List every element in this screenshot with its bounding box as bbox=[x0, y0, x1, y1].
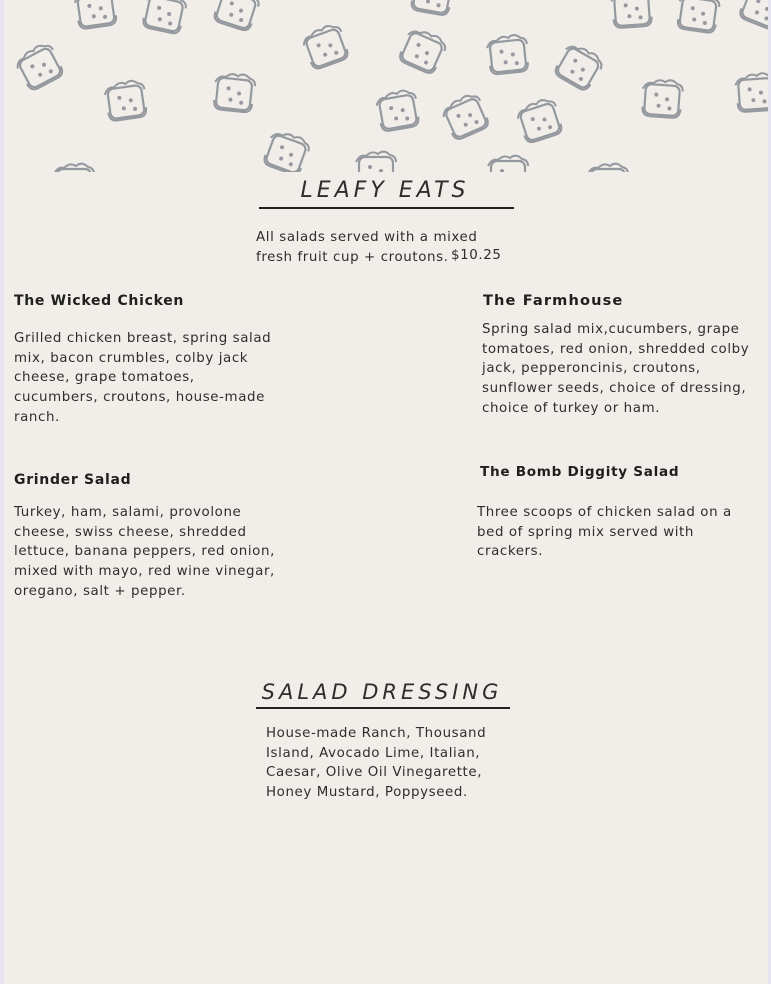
item-description-bomb-diggity: Three scoops of chicken salad on a bed of spring mix served with crackers. bbox=[477, 505, 732, 560]
menu-title: LEAFY EATS bbox=[300, 178, 470, 203]
dressing-title: SALAD DRESSING bbox=[261, 680, 503, 704]
item-description-farmhouse: Spring salad mix,cucumbers, grape tomatoes, red onion, shredded colby jack, pepperoncinis, croutons, sunflower seeds, choice of dressing, choice of turkey or ham. bbox=[482, 322, 750, 416]
item-name-bomb-diggity: The Bomb Diggity Salad bbox=[480, 464, 680, 480]
item-name-wicked-chicken: The Wicked Chicken bbox=[14, 293, 185, 309]
menu-title-underline bbox=[259, 207, 514, 209]
sandwich-pattern-banner bbox=[4, 0, 768, 172]
menu-intro: All salads served with a mixed fresh fruit cup + croutons. bbox=[256, 230, 478, 265]
dressing-title-underline bbox=[256, 707, 510, 709]
menu-page bbox=[4, 0, 768, 984]
dressing-list: House-made Ranch, Thousand Island, Avocado Lime, Italian, Caesar, Olive Oil Vinegarette, Honey Mustard, Poppyseed. bbox=[266, 726, 487, 801]
item-name-grinder-salad: Grinder Salad bbox=[14, 472, 132, 488]
item-name-farmhouse: The Farmhouse bbox=[483, 292, 624, 309]
item-description-grinder-salad: Turkey, ham, salami, provolone cheese, swiss cheese, shredded lettuce, banana peppers, red onion, mixed with mayo, red wine vinegar, oregano, salt + pepper. bbox=[14, 505, 275, 599]
item-description-wicked-chicken: Grilled chicken breast, spring salad mix, bacon crumbles, colby jack cheese, grape tomatoes, cucumbers, croutons, house-made ranch. bbox=[14, 331, 272, 425]
menu-price: $10.25 bbox=[451, 248, 502, 263]
